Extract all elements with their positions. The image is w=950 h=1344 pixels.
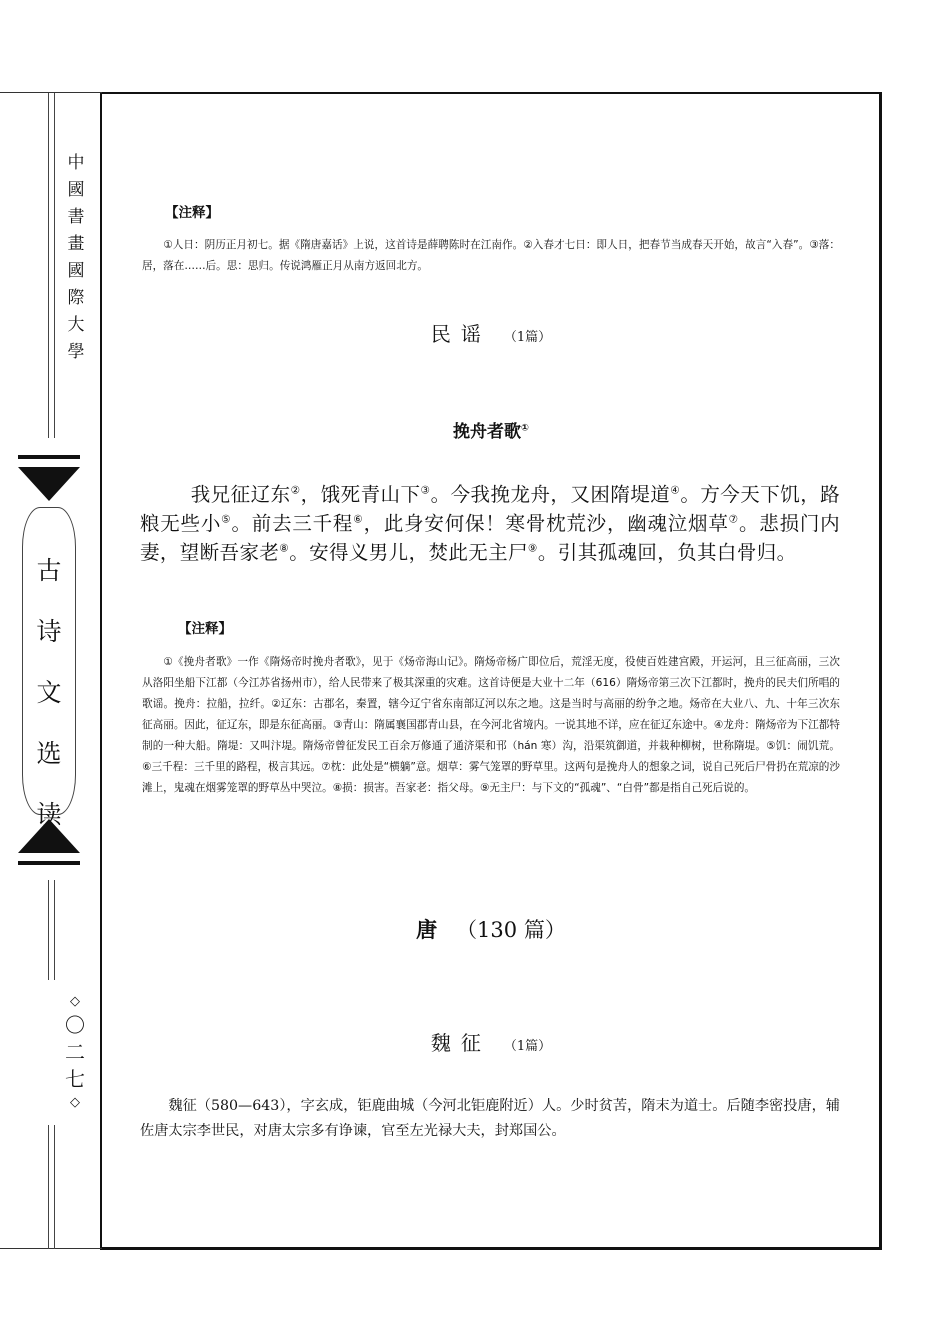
book-title: 古 诗 文 选 读 bbox=[36, 556, 62, 829]
notes-text: ①《挽舟者歌》一作《隋炀帝时挽舟者歌》，见于《炀帝海山记》。隋炀帝杨广即位后，荒淫无度，役使百姓建宫殿，开运河，且三征高丽，三次从洛阳坐船下江都（今江苏省扬州市），给人民带来了极其深重的灾难。这首诗便是大业十二年（616）隋炀帝第三次下江都时，挽舟的民夫们所唱的歌谣。挽舟：拉船，拉纤。②辽东：古郡名，秦置，辖今辽宁省东南部辽河以东之地。这是当时与高丽的纷争之地。炀帝在大业八、九、十年三次东征高丽。因此，征辽东，即是东征高丽。③青山：隋属襄国郡青山县，在今河北省境内。一说其地不详，应在征辽东途中。④龙舟：隋炀帝为下江都特制的一种大船。隋堤：又叫汴堤。隋炀帝曾征发民工百余万修通了通济渠和邗（hán 寒）沟，沿渠筑御道，并栽种柳树，世称隋堤。⑤饥：闹饥荒。⑥三千程：三千里的路程，极言其远。⑦枕：此处是“横躺”意。烟草：雾气笼罩的野草里。这两句是挽舟人的想象之词，说自己死后尸骨扔在荒凉的沙滩上，鬼魂在烟雾笼罩的野草丛中哭泣。⑧损：损害。吾家老：指父母。⑨无主尸：与下文的“孤魂”、“白骨”都是指自己死后说的。 bbox=[142, 656, 840, 794]
notes-heading: 【注释】 bbox=[165, 205, 219, 221]
sidebar-line bbox=[54, 93, 55, 438]
sidebar-line bbox=[48, 880, 49, 980]
section-title-tang: 唐 （130 篇） bbox=[416, 917, 566, 942]
sidebar-line bbox=[54, 1125, 55, 1249]
notes-heading: 【注释】 bbox=[178, 621, 232, 637]
top-rule bbox=[0, 92, 102, 93]
section-title-weizheng: 魏征 （1篇） bbox=[430, 1031, 552, 1055]
school-title: 中 國 書 畫 國 際 大 學 bbox=[67, 153, 85, 362]
section-title-folk: 民谣 （1篇） bbox=[430, 322, 552, 346]
poem-body: 我兄征辽东②，饿死青山下③。今我挽龙舟，又困隋堤道④。方今天下饥，路粮无些小⑤。前去三千程⑥，此身安何保！寒骨枕荒沙，幽魂泣烟草⑦。悲损门内妻，望断吾家老⑧。安得义男儿，焚此无主尸⑨。引其孤魂回，负其白骨归。 bbox=[140, 483, 841, 564]
notes-text: ①人日：阴历正月初七。据《隋唐嘉话》上说，这首诗是薛聘陈时在江南作。②入春才七日：即人日，把春节当成春天开始，故言“入春”。③落：居，落在……后。思：思归。传说鸿雁正月从南方返回北方。 bbox=[142, 239, 840, 272]
poem-title: 挽舟者歌① bbox=[453, 422, 529, 442]
sidebar-line bbox=[54, 880, 55, 980]
sidebar-line bbox=[48, 1125, 49, 1249]
bottom-rule bbox=[0, 1248, 102, 1249]
page-number: ◇ 〇 二 七 ◇ bbox=[65, 994, 85, 1110]
sidebar-line bbox=[48, 93, 49, 438]
author-bio: 魏征（580—643），字玄成，钜鹿曲城（今河北钜鹿附近）人。少时贫苦，隋末为道士。后随李密投唐，辅佐唐太宗李世民，对唐太宗多有诤谏，官至左光禄大夫，封郑国公。 bbox=[140, 1098, 840, 1139]
